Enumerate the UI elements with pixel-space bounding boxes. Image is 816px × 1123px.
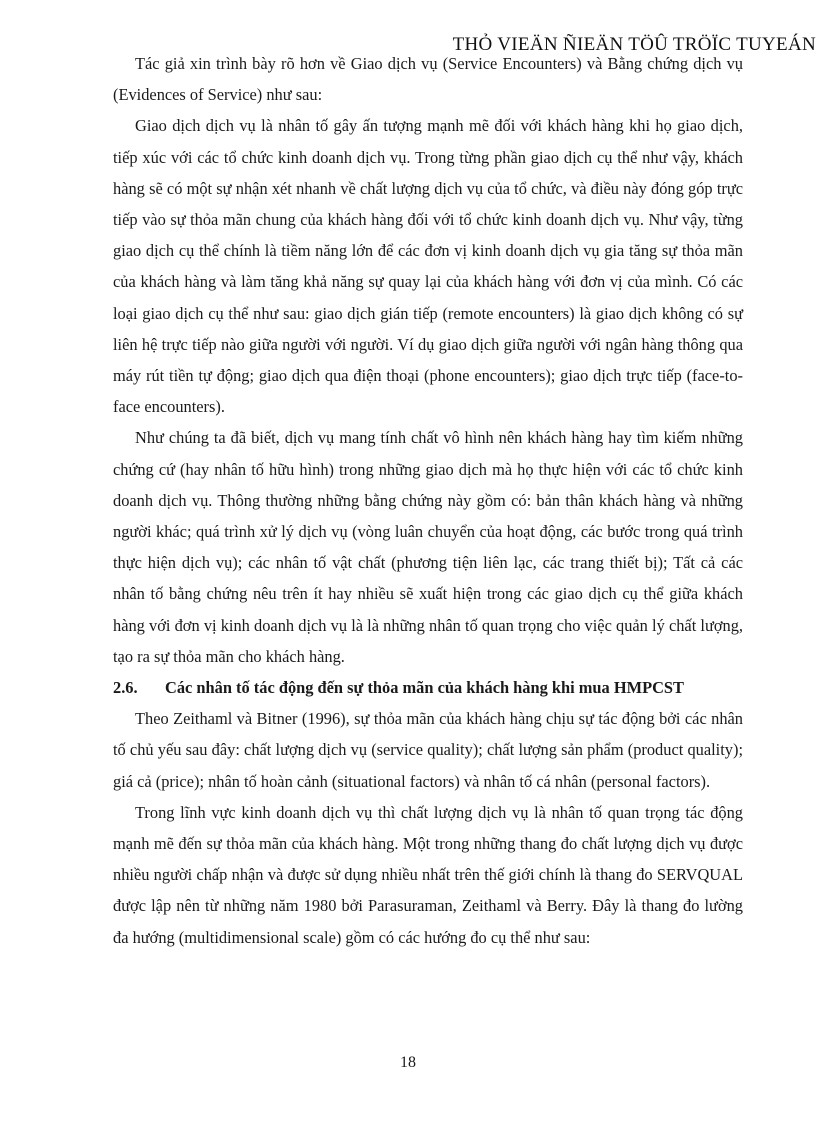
paragraph-intro: Tác giả xin trình bày rõ hơn về Giao dịch vụ (Service Encounters) và Bằng chứng dịch vụ (Evidences of Service) như sau: (113, 54, 743, 105)
page-number: 18 (400, 1054, 416, 1071)
page-body (113, 48, 743, 953)
section-title: Các nhân tố tác động đến sự thỏa mãn của khách hàng khi mua HMPCST (165, 678, 684, 698)
paragraph-service-encounters: Giao dịch dịch vụ là nhân tố gây ấn tượng mạnh mẽ đối với khách hàng khi họ giao dịch, tiếp xúc với các tổ chức kinh doanh dịch vụ. Trong từng phần giao dịch cụ thể như vậy, khách hàng sẽ có một sự nhận xét nhanh về chất lượng dịch vụ của tổ chức, và điều này đóng góp trực tiếp vào sự thỏa mãn chung của khách hàng đối với tổ chức kinh doanh dịch vụ. Như vậy, từng giao dịch cụ thể chính là tiềm năng lớn để các đơn vị kinh doanh dịch vụ gia tăng sự thỏa mãn của khách hàng và làm tăng khả năng sự quay lại của khách hàng với đơn vị của mình. Có các loại giao dịch cụ thể như sau: giao dịch gián tiếp (remote encounters) là giao dịch không có sự liên hệ trực tiếp nào giữa người với người. Ví dụ giao dịch giữa người với ngân hàng thông qua máy rút tiền tự động; giao dịch qua điện thoại (phone encounters); giao dịch trực tiếp (face-to-face encounters). (113, 116, 743, 417)
section-heading (113, 672, 743, 703)
library-watermark: THỎ VIEÄN ÑIEÄN TÖÛ TRÖÏC TUYEÁN (452, 34, 816, 55)
paragraph-satisfaction-factors: Theo Zeithaml và Bitner (1996), sự thỏa mãn của khách hàng chịu sự tác động bởi các nhân tố chủ yếu sau đây: chất lượng dịch vụ (service quality); chất lượng sản phẩm (product quality); giá cả (price); nhân tố hoàn cảnh (situational factors) và nhân tố cá nhân (personal factors). (113, 709, 743, 791)
paragraph-evidences-of-service: Như chúng ta đã biết, dịch vụ mang tính chất vô hình nên khách hàng hay tìm kiếm những chứng cứ (hay nhân tố hữu hình) trong những giao dịch mà họ thực hiện với các tổ chức kinh doanh dịch vụ. Thông thường những bằng chứng này gồm có: bản thân khách hàng và những người khác; quá trình xử lý dịch vụ (vòng luân chuyển của hoạt động, các bước trong quá trình thực hiện dịch vụ); các nhân tố vật chất (phương tiện liên lạc, các trang thiết bị); Tất cả các nhân tố bằng chứng nêu trên ít hay nhiều sẽ xuất hiện trong các giao dịch cụ thể giữa khách hàng với đơn vị kinh doanh dịch vụ là là những nhân tố quan trọng cho việc quản lý chất lượng, tạo ra sự thỏa mãn cho khách hàng. (113, 428, 743, 666)
section-number: 2.6. (113, 678, 138, 698)
paragraph-servqual: Trong lĩnh vực kinh doanh dịch vụ thì chất lượng dịch vụ là nhân tố quan trọng tác động mạnh mẽ đến sự thỏa mãn của khách hàng. Một trong những thang đo chất lượng dịch vụ được nhiều người chấp nhận và được sử dụng nhiều nhất trên thế giới chính là thang đo SERVQUAL được lập nên từ những năm 1980 bởi Parasuraman, Zeithaml và Berry. Đây là thang đo lường đa hướng (multidimensional scale) gồm có các hướng đo cụ thể như sau: (113, 802, 743, 947)
